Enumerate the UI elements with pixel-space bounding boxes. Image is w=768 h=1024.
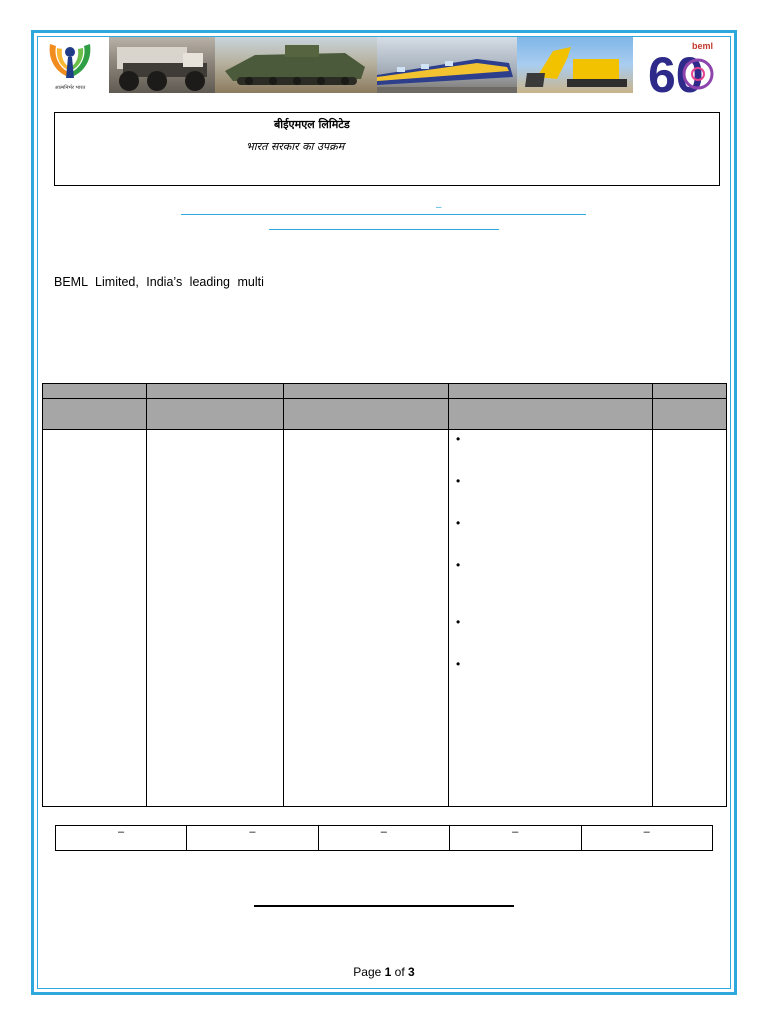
logo-caption: आत्मनिर्भर भारत [54,85,86,91]
page-word: Page [353,965,382,979]
page-number-footer [0,965,768,979]
table-header-cell [284,399,449,430]
list-item-bullet: • [456,516,461,530]
table-cell [147,430,284,807]
dates-table [55,825,713,851]
svg-text:beml: beml [692,41,714,51]
table-header-cell [43,384,147,399]
table-cell [284,430,449,807]
cell-dash: – [643,826,650,838]
table-header-row-2 [43,399,727,430]
table-header-cell [653,399,727,430]
table-row [43,430,727,807]
list-item-bullet: • [456,432,461,446]
of-word: of [394,965,405,979]
table-cell [653,430,727,807]
table-header-cell [653,384,727,399]
company-subtitle-hindi: भारत सरकार का उपक्रम [246,140,345,153]
list-item-bullet: • [456,657,461,671]
table-cell [581,826,712,851]
cell-dash: – [118,826,125,838]
list-item-bullet: • [456,615,461,629]
beml-60-icon [646,38,722,98]
table-cell [318,826,449,851]
table-cell [43,430,147,807]
atmanirbhar-emblem-icon [44,38,96,84]
svg-text:60: 60 [648,47,704,98]
table-header-cell [449,399,653,430]
page-total: 3 [408,965,415,979]
cell-dash: – [380,826,387,838]
bullet-list [449,430,652,806]
excavator-photo [517,37,633,93]
company-title-box [54,112,720,186]
list-item-bullet: • [456,474,461,488]
cell-dash: – [249,826,256,838]
table-cell [56,826,187,851]
table-header-cell [43,399,147,430]
list-item-bullet: • [456,558,461,572]
armoured-vehicle-photo [215,37,377,93]
hyperlink-underline-1[interactable] [181,214,586,215]
intro-paragraph: BEML Limited, India’s leading multi [54,275,264,289]
positions-table [42,383,727,807]
metro-train-photo [377,37,517,93]
header-banner [109,37,633,93]
hyperlink-underline-2[interactable] [269,229,499,230]
table-cell [187,826,318,851]
table-header-cell [147,384,284,399]
table-header-cell [449,384,653,399]
table-row [56,826,713,851]
table-cell [450,826,581,851]
hyperlink-dash: – [436,202,442,213]
signature-line [254,905,514,907]
company-name-hindi: बीईएमएल लिमिटेड [274,118,350,131]
atmanirbhar-bharat-logo [44,38,96,94]
table-header-cell [284,384,449,399]
table-header-cell [147,399,284,430]
table-cell-qualifications [449,430,653,807]
beml-60-years-logo [646,38,722,98]
table-header-row-1 [43,384,727,399]
cell-dash: – [512,826,519,838]
dump-truck-photo [109,37,215,93]
page-current: 1 [384,965,392,979]
